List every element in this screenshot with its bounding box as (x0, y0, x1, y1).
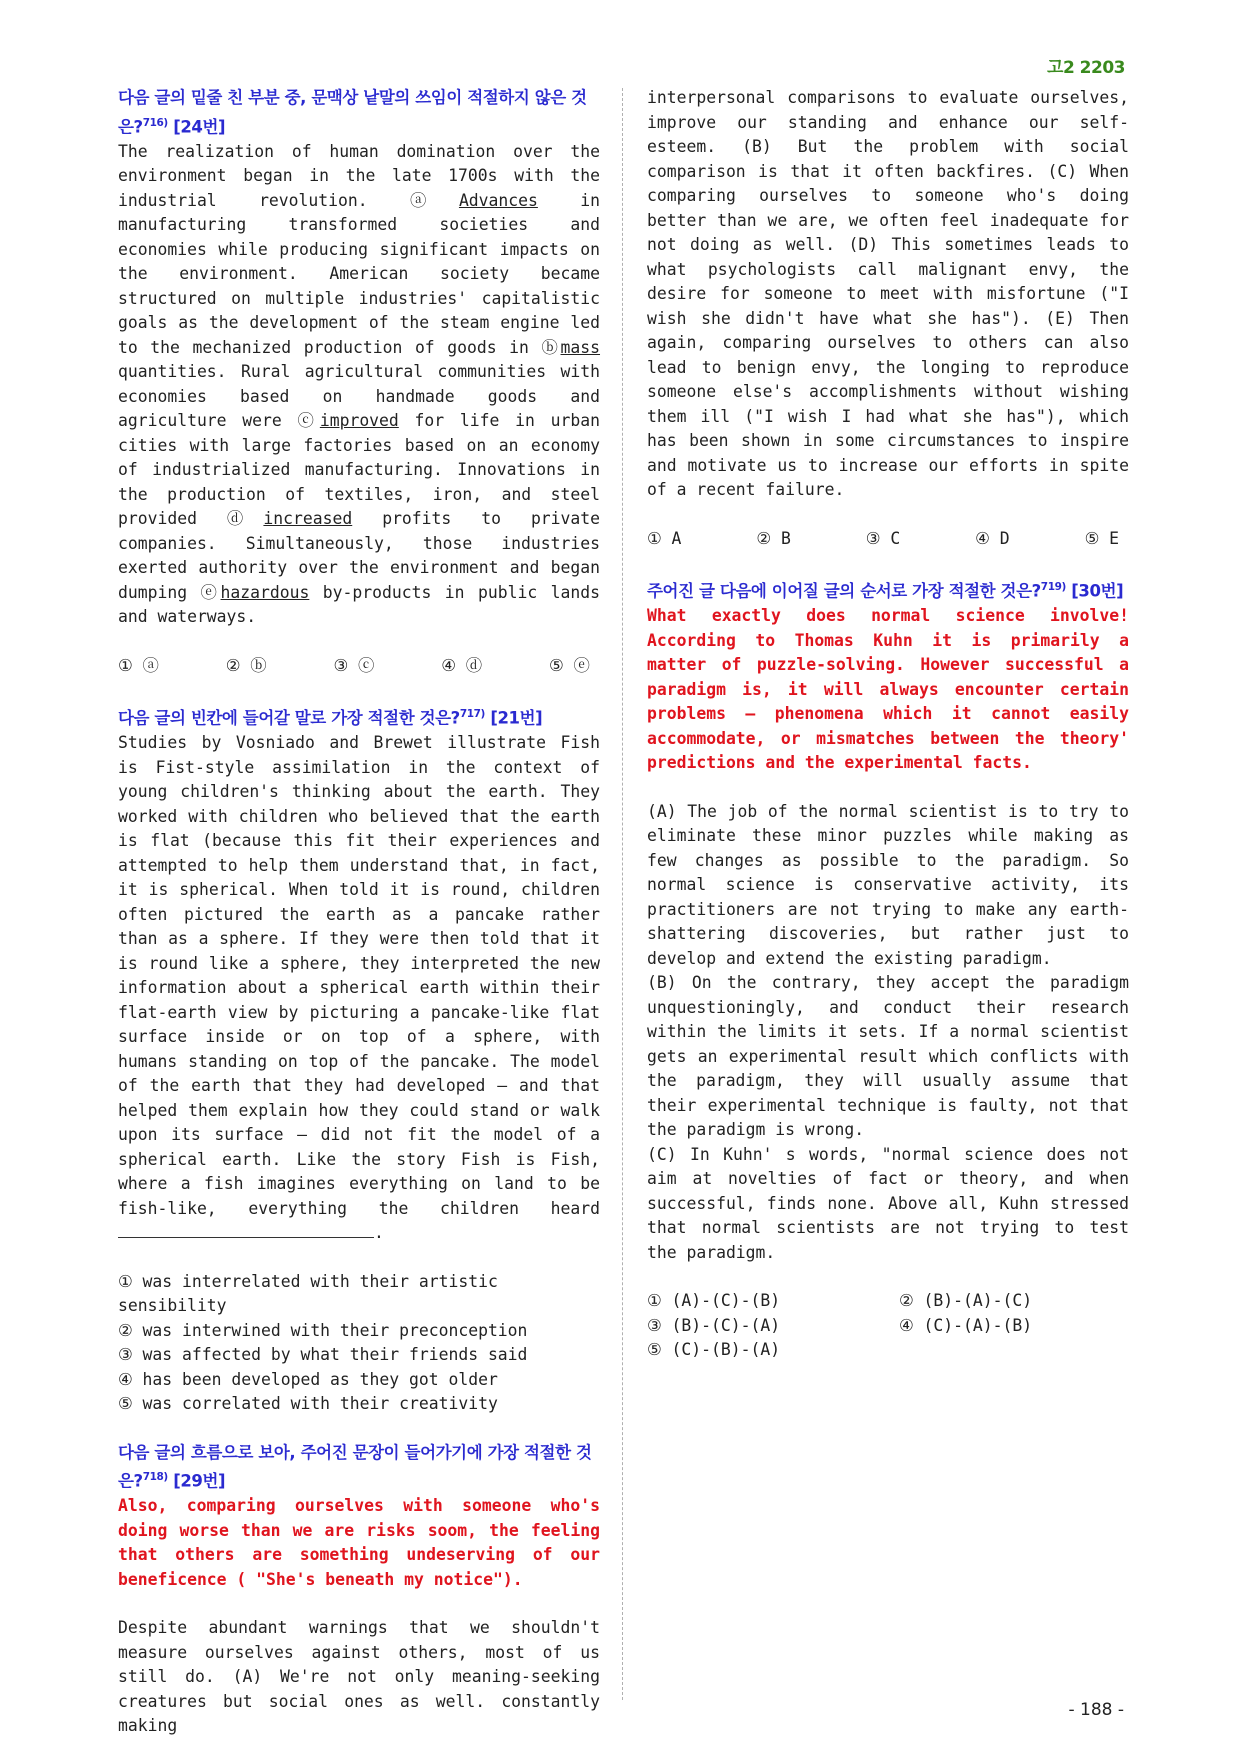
question-719-choices (647, 1289, 1129, 1363)
question-717-passage: Studies by Vosniado and Brewet illustrate Fish is Fist-style assimilation in the context of young children's thinking about the earth. They worked with children who believed that the earth is flat (because this fit their experiences and attempted to help them understand that, in fact, it is spherical. When told it is round, children often pictured the earth as a pancake rather than as a sphere. If they were then told that it is round like a sphere, they interpreted the new information about a spherical earth within their flat-earth view by picturing a pancake-like flat surface inside or on top of a sphere, with humans standing on top of the pancake. The model of the earth that they had developed — and that helped them explain how they could stand or walk upon its surface — did not fit the model of a spherical earth. Like the story Fish is Fish, where a fish imagines everything on land to be fish-like, everything the children heard . (118, 733, 600, 1242)
choice-4[interactable]: ④ (C)-(A)-(B) (899, 1315, 1033, 1335)
question-716-title: 다음 글의 밑줄 친 부분 중, 문맥상 낱말의 쓰임이 적절하지 않은 것은?$^{716)}$ [24번] (118, 88, 587, 136)
question-717-title: 다음 글의 빈칸에 들어갈 말로 가장 적절한 것은?$^{717)}$ [21번] (118, 708, 543, 728)
left-column (118, 86, 600, 1739)
choice-1[interactable]: ① ⓐ (118, 655, 159, 675)
choice-3[interactable]: ③ C (865, 528, 901, 548)
question-719-title: 주어진 글 다음에 이어질 글의 순서로 가장 적절한 것은?$^{719)}$ [30번] (647, 581, 1124, 601)
underlined-word-e: hazardous (220, 582, 310, 602)
question-718-title: 다음 글의 흐름으로 보아, 주어진 문장이 들어가기에 가장 적절한 것은?$^{718)}$ [29번] (118, 1442, 592, 1491)
choice-5[interactable]: ⑤ (C)-(B)-(A) (647, 1340, 781, 1359)
option-1[interactable]: ① was interrelated with their artistic sensibility (118, 1271, 498, 1315)
page-number: - 188 - (1068, 1700, 1124, 1720)
column-divider (622, 88, 623, 1700)
choice-3[interactable]: ③ ⓒ (333, 655, 375, 675)
question-718-choices (647, 527, 1129, 552)
question-716-passage: The realization of human domination over the environment began in the late 1700s with the industrial revolution. ⓐAdvances in manufacturing transformed societies and economies while producing significant impacts on the environment. American society became structured on multiple industries' capitalistic goals as the development of the steam engine led to the mechanized production of goods in ⓑmass quantities. Rural agricultural communities with economies based on handmade goods and agriculture were ⓒimproved for life in urban cities with large factories based on an economy of industrialized manufacturing. Innovations in the production of textiles, iron, and steel provided ⓓincreased profits to private companies. Simultaneously, those industries exerted authority over the environment and began dumping ⓔhazardous by-products in public lands and waterways. (118, 141, 601, 626)
question-718-passage-part2: interpersonal comparisons to evaluate ourselves, improve our standing and enhance our self-esteem. (B) But the problem with social comparison is that it often backfires. (C) When comparing ourselves to someone who's doing better than we are, we often feel inadequate for not doing as well. (D) This sometimes leads to what psychologists call malignant envy, the desire for someone to meet with misfortune ("I wish she didn't have what she has"). (E) Then again, comparing ourselves to others can also lead to benign envy, the longing to reproduce someone else's accomplishments without wishing them ill ("I wish I had what she has"), which has been shown in some circumstances to inspire and motivate us to increase our efforts in spite of a recent failure. (647, 88, 1129, 499)
option-2[interactable]: ② was interwined with their preconception (118, 1320, 528, 1340)
choice-2[interactable]: ② (B)-(A)-(C) (899, 1291, 1033, 1310)
question-719-given-text: What exactly does normal science involve! According to Thomas Kuhn it is primarily a matter of puzzle-solving. However successful a paradigm is, it will always encounter certain problems — phenomena which it cannot easily accommodate, or mismatches between the theory' predictions and the experimental facts. (647, 606, 1129, 772)
choice-1[interactable]: ① (A)-(C)-(B) (647, 1291, 781, 1310)
right-column (647, 86, 1129, 1363)
option-4[interactable]: ④ has been developed as they got older (118, 1369, 498, 1389)
question-716-choices (118, 654, 600, 679)
choice-5[interactable]: ⑤ ⓔ (549, 655, 590, 675)
underlined-word-a: Advances (458, 190, 538, 210)
paragraph-a: (A) The job of the normal scientist is to try to eliminate these minor puzzles while making as few changes as possible to the paradigm. So normal science is conservative activity, its practitioners are not trying to make any earth-shattering discoveries, but rather just to develop and extend the existing paradigm. (647, 801, 1129, 968)
choice-3[interactable]: ③ (B)-(C)-(A) (647, 1315, 781, 1335)
choice-4[interactable]: ④ D (975, 528, 1010, 548)
underlined-word-d: increased (263, 509, 353, 528)
choice-4[interactable]: ④ ⓓ (441, 655, 483, 675)
paragraph-c: (C) In Kuhn' s words, "normal science does not aim at novelties of fact or theory, and when successful, finds none. Above all, Kuhn stressed that normal scientists are not trying to test the paradigm. (647, 1144, 1129, 1262)
underlined-word-b: mass (560, 337, 601, 357)
choice-1[interactable]: ① A (647, 528, 682, 548)
paragraph-b: (B) On the contrary, they accept the paradigm unquestioningly, and conduct their research within the limits it sets. If a normal scientist gets an experimental result which conflicts with the paradigm, they will usually assume that their experimental technique is faulty, not that the paradigm is wrong. (647, 973, 1129, 1139)
answer-blank (118, 1222, 374, 1238)
choice-2[interactable]: ② B (756, 528, 791, 548)
grade-tag: 고2 2203 (1047, 58, 1125, 78)
option-5[interactable]: ⑤ was correlated with their creativity (118, 1394, 498, 1413)
option-3[interactable]: ③ was affected by what their friends said (118, 1345, 528, 1364)
choice-5[interactable]: ⑤ E (1084, 528, 1119, 548)
underlined-word-c: improved (319, 411, 399, 430)
question-718-passage-part1: Despite abundant warnings that we shouldn't measure ourselves against others, most of us still do. (A) We're not only meaning-seeking creatures but social ones as well. constantly making (118, 1618, 600, 1735)
choice-2[interactable]: ② ⓑ (225, 655, 267, 675)
question-718-given-sentence: Also, comparing ourselves with someone who's doing worse than we are risks soom, the feeling that others are something undeserving of our beneficence ( "She's beneath my notice"). (118, 1496, 600, 1589)
